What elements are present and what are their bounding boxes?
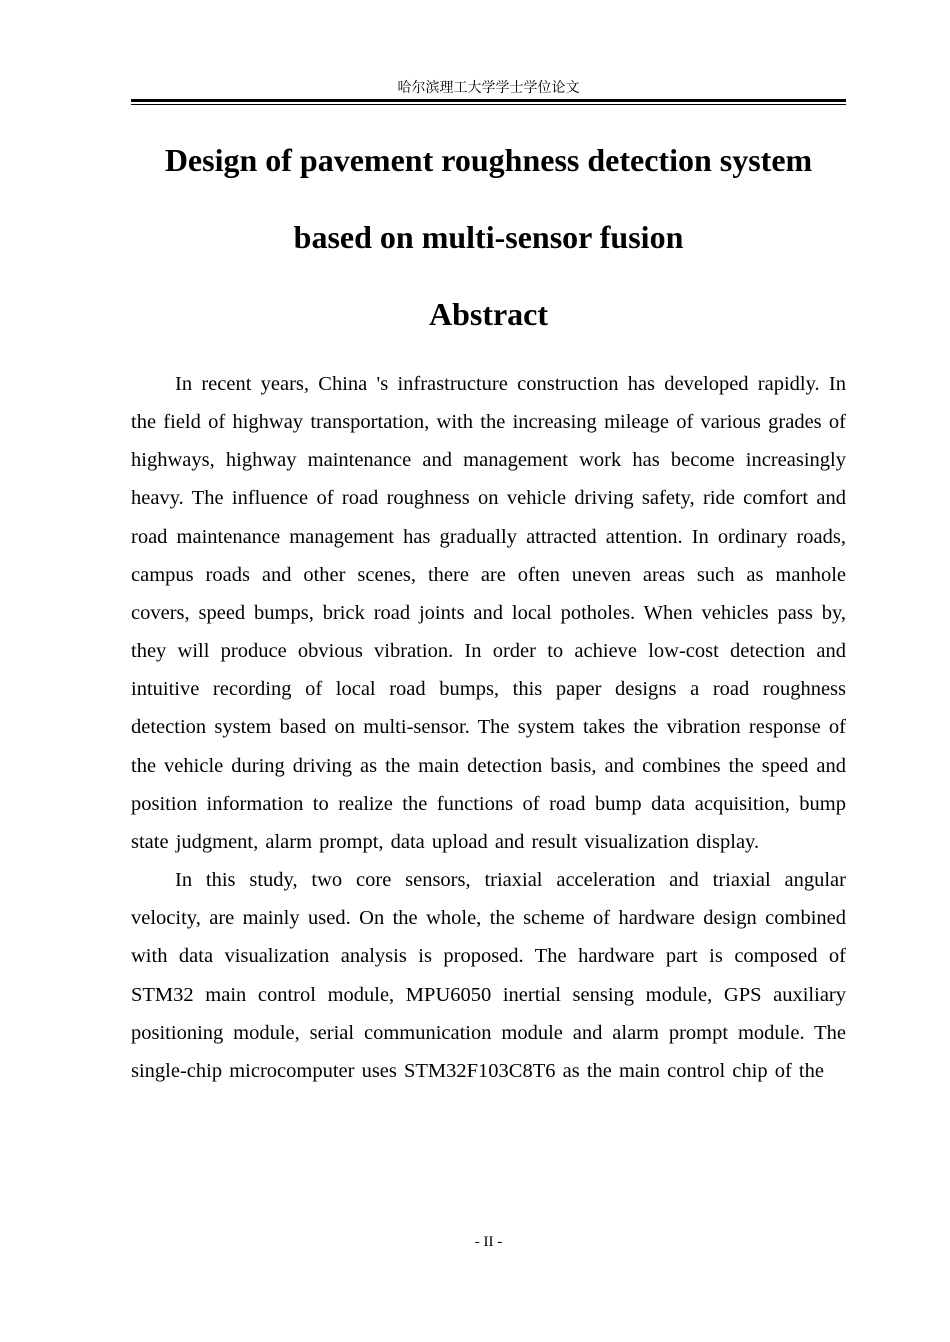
abstract-paragraph-2: In this study, two core sensors, triaxial acceleration and triaxial angular velocity, are mainly used. On the whole, the scheme of hardware design combined with data visualization analysis is proposed. The hardware part is composed of STM32 main control module, MPU6050 inertial sensing module, GPS auxiliary positioning module, serial communication module and alarm prompt module. The single-chip microcomputer uses STM32F103C8T6 as the main control chip of the — [131, 869, 846, 1082]
header-rule-thick — [131, 99, 846, 102]
header-rule-thin — [131, 104, 846, 105]
abstract-body — [131, 365, 846, 1090]
abstract-heading: Abstract — [428, 296, 549, 332]
thesis-title-line-2: based on multi-sensor fusion — [293, 219, 684, 255]
running-header: 哈尔滨理工大学学士学位论文 — [397, 80, 580, 96]
page-number: - II - — [474, 1234, 503, 1250]
thesis-title-line-1: Design of pavement roughness detection system — [164, 142, 813, 178]
abstract-paragraph-1: In recent years, China 's infrastructure construction has developed rapidly. In the field of highway transportation, with the increasing mileage of various grades of highways, highway maintenance and management work has become increasingly heavy. The influence of road roughness on vehicle driving safety, ride comfort and road maintenance management has gradually attracted attention. In ordinary roads, campus roads and other scenes, there are often uneven areas such as manhole covers, speed bumps, brick road joints and local potholes. When vehicles pass by, they will produce obvious vibration. In order to achieve low-cost detection and intuitive recording of local road bumps, this paper designs a road roughness detection system based on multi-sensor. The system takes the vibration response of the vehicle during driving as the main detection basis, and combines the speed and position information to realize the functions of road bump data acquisition, bump state judgment, alarm prompt, data upload and result visualization display. — [131, 373, 846, 853]
thesis-title — [131, 122, 846, 276]
